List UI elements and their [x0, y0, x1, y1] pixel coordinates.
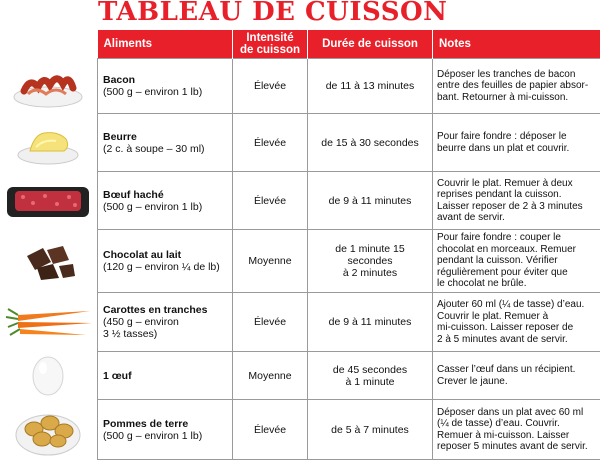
food-name: Pommes de terre — [103, 418, 227, 430]
food-images-column — [0, 58, 96, 459]
table-row — [98, 352, 600, 400]
food-name: Bacon — [103, 74, 227, 86]
duration-line: de 9 à 11 minutes — [329, 195, 412, 207]
header-intensite-line1: Intensité — [246, 32, 293, 44]
notes-line: Pour faire fondre : déposer le — [437, 131, 567, 142]
intensity-cell — [233, 352, 308, 400]
intensity-cell — [233, 59, 308, 114]
food-quantity: (2 c. à soupe – 30 ml) — [103, 143, 205, 155]
duration-line: de 45 secondes — [333, 364, 407, 376]
intensity-value: Élevée — [254, 137, 286, 149]
intensity-value: Élevée — [254, 316, 286, 328]
notes-line: Pour faire fondre : couper le — [437, 232, 561, 243]
duration-cell — [308, 59, 433, 114]
notes-line: beurre dans un plat et couvrir. — [437, 143, 569, 154]
intensity-cell — [233, 293, 308, 352]
food-quantity: (120 g – environ ¼ de lb) — [103, 261, 220, 273]
table-row — [98, 59, 600, 114]
table-body — [98, 59, 600, 460]
food-name: Carottes en tranches — [103, 304, 227, 316]
egg-icon — [0, 351, 96, 399]
food-name: Chocolat au lait — [103, 249, 227, 261]
food-name: Beurre — [103, 131, 227, 143]
chocolate-icon — [0, 229, 96, 292]
table-row — [98, 230, 600, 293]
notes-line: reposer 5 minutes avant de servir. — [437, 441, 588, 452]
duration-cell — [308, 172, 433, 230]
food-cell — [98, 293, 233, 352]
table-row — [98, 293, 600, 352]
food-cell — [98, 59, 233, 114]
notes-line: Déposer les tranches de bacon — [437, 69, 575, 80]
notes-cell — [433, 293, 600, 352]
duration-cell — [308, 293, 433, 352]
food-cell — [98, 352, 233, 400]
food-name: 1 œuf — [103, 370, 227, 382]
intensity-value: Élevée — [254, 424, 286, 436]
notes-line: bant. Retourner à mi-cuisson. — [437, 92, 568, 103]
page-title: TABLEAU DE CUISSON — [98, 0, 447, 27]
notes-line: Laisser reposer de 2 à 3 minutes — [437, 201, 583, 212]
intensity-value: Élevée — [254, 195, 286, 207]
notes-line: mi-cuisson. Laisser reposer de — [437, 322, 573, 333]
duration-line: de 11 à 13 minutes — [326, 80, 415, 92]
notes-cell — [433, 59, 600, 114]
carrots-icon — [0, 292, 96, 351]
notes-line: Casser l’œuf dans un récipient. — [437, 364, 575, 375]
food-quantity: (500 g – environ 1 lb) — [103, 201, 202, 213]
notes-cell — [433, 352, 600, 400]
notes-line: régulièrement pour éviter que — [437, 267, 568, 278]
duration-cell — [308, 352, 433, 400]
food-cell — [98, 114, 233, 172]
notes-line: Ajouter 60 ml (¼ de tasse) d’eau. — [437, 299, 584, 310]
notes-line: reprises pendant la cuisson. — [437, 189, 562, 200]
food-quantity: (500 g – environ 1 lb) — [103, 430, 202, 442]
header-intensite-line2: de cuisson — [240, 44, 300, 56]
notes-line: (¼ de tasse) d’eau. Couvrir. — [437, 418, 560, 429]
ground-beef-icon — [0, 171, 96, 229]
notes-line: avant de servir. — [437, 212, 505, 223]
duration-line: de 15 à 30 secondes — [321, 137, 419, 149]
butter-icon — [0, 113, 96, 171]
intensity-value: Élevée — [254, 80, 286, 92]
duration-cell — [308, 230, 433, 293]
intensity-value: Moyenne — [248, 255, 291, 267]
food-cell — [98, 172, 233, 230]
notes-cell — [433, 114, 600, 172]
notes-line: Couvrir le plat. Remuer à deux — [437, 178, 573, 189]
food-name: Bœuf haché — [103, 189, 227, 201]
food-quantity: (500 g – environ 1 lb) — [103, 86, 202, 98]
table-row — [98, 172, 600, 230]
duration-line: de 1 minute 15 secondes — [335, 243, 404, 267]
cooking-table — [97, 30, 600, 460]
duration-cell — [308, 114, 433, 172]
header-intensite — [233, 30, 308, 59]
notes-line: Déposer dans un plat avec 60 ml — [437, 407, 583, 418]
food-cell — [98, 230, 233, 293]
food-quantity: 3 ½ tasses) — [103, 328, 157, 340]
intensity-cell — [233, 114, 308, 172]
header-duree: Durée de cuisson — [308, 30, 433, 59]
duration-line: à 1 minute — [345, 376, 394, 388]
header-aliments: Aliments — [98, 30, 233, 59]
header-notes: Notes — [433, 30, 600, 59]
notes-cell — [433, 230, 600, 293]
duration-line: à 2 minutes — [343, 267, 397, 279]
notes-line: le chocolat ne brûle. — [437, 278, 527, 289]
notes-line: Couvrir le plat. Remuer à — [437, 311, 548, 322]
duration-line: de 5 à 7 minutes — [331, 424, 409, 436]
duration-line: de 9 à 11 minutes — [329, 316, 412, 328]
notes-line: entre des feuilles de papier absor- — [437, 80, 588, 91]
bacon-icon — [0, 58, 96, 113]
intensity-value: Moyenne — [248, 370, 291, 382]
notes-line: Remuer à mi-cuisson. Laisser — [437, 430, 569, 441]
intensity-cell — [233, 230, 308, 293]
notes-line: 2 à 5 minutes avant de servir. — [437, 334, 568, 345]
header-row — [98, 30, 600, 59]
food-quantity: (450 g – environ — [103, 316, 179, 328]
notes-cell — [433, 172, 600, 230]
intensity-cell — [233, 172, 308, 230]
notes-line: chocolat en morceaux. Remuer — [437, 244, 576, 255]
notes-line: Crever le jaune. — [437, 376, 508, 387]
notes-line: pendant la cuisson. Vérifier — [437, 255, 558, 266]
table-row — [98, 114, 600, 172]
potatoes-icon — [0, 399, 96, 459]
